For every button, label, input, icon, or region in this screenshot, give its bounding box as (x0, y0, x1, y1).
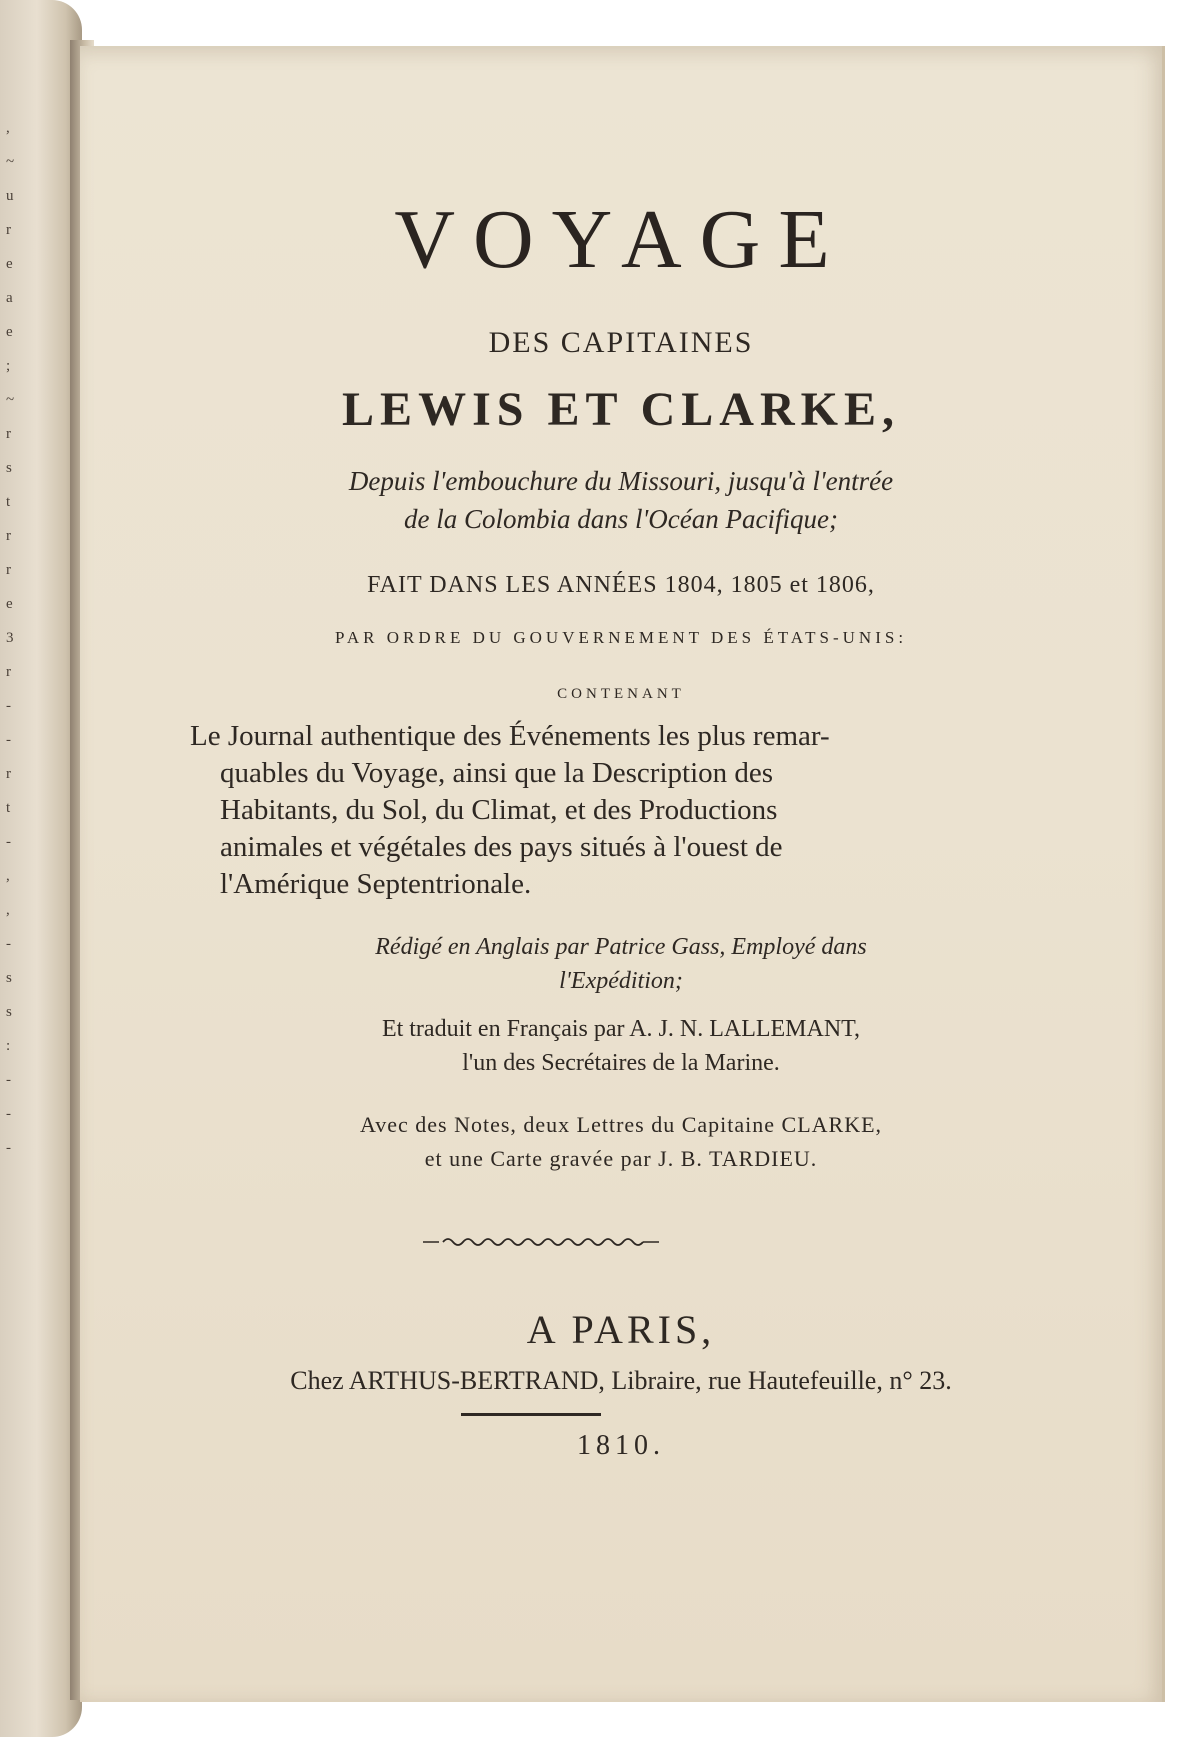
facing-page-mark: t (6, 800, 11, 816)
imprint-year: 1810. (577, 1430, 665, 1461)
title-page (80, 46, 1165, 1702)
facing-page-mark: r (6, 222, 11, 238)
page-title: VOYAGE (394, 193, 848, 286)
facing-page-mark: , (6, 120, 10, 136)
facing-page-mark: r (6, 664, 11, 680)
imprint-publisher: Chez ARTHUS-BERTRAND, Libraire, rue Hautefeuille, n° 23. (290, 1366, 952, 1395)
facing-page-mark: - (6, 1140, 11, 1156)
facing-page-mark: e (6, 596, 13, 612)
facing-page-mark: r (6, 528, 11, 544)
facing-page-mark: r (6, 766, 11, 782)
imprint-place: A PARIS, (526, 1307, 716, 1352)
author-line-1: Rédigé en Anglais par Patrice Gass, Employé dans (375, 934, 867, 960)
notes-line-2: et une Carte gravée par J. B. TARDIEU. (424, 1146, 818, 1171)
facing-page-mark: - (6, 936, 11, 952)
facing-page-mark: e (6, 256, 13, 272)
imprint-rule (461, 1413, 601, 1416)
facing-page-mark: 3 (6, 630, 14, 646)
subtitle-captains: DES CAPITAINES (488, 326, 754, 359)
notes-line-1: Avec des Notes, deux Lettres du Capitaine CLARKE, (359, 1112, 883, 1137)
facing-page-mark: , (6, 868, 10, 884)
description-line: quables du Voyage, ainsi que la Description des (220, 757, 774, 789)
author-line-2: l'Expédition; (559, 968, 683, 994)
facing-page-mark: : (6, 1038, 11, 1054)
description-line: Habitants, du Sol, du Climat, et des Productions (220, 794, 778, 826)
facing-page-mark: s (6, 1004, 12, 1020)
order-line: PAR ORDRE DU GOUVERNEMENT DES ÉTATS-UNIS: (334, 628, 908, 647)
facing-page-mark: - (6, 834, 11, 850)
subtitle-names: LEWIS ET CLARKE, (342, 383, 900, 436)
description-paragraph (190, 718, 980, 903)
facing-page-mark: ~ (6, 154, 15, 170)
description-line: animales et végétales des pays situés à l'ouest de (220, 831, 783, 863)
facing-page-mark: r (6, 426, 11, 442)
facing-page-mark: , (6, 902, 10, 918)
facing-page-mark: ; (6, 358, 11, 374)
facing-page-mark: - (6, 732, 11, 748)
translator-line-1: Et traduit en Français par A. J. N. LALLEMANT, (381, 1016, 861, 1042)
facing-page-mark: - (6, 1106, 11, 1122)
facing-page-mark: e (6, 324, 13, 340)
facing-page-mark: s (6, 970, 12, 986)
route-line-1: Depuis l'embouchure du Missouri, jusqu'à l'entrée (348, 466, 894, 496)
facing-page-marks (6, 120, 26, 1174)
contenant-heading: CONTENANT (557, 686, 685, 702)
facing-page-mark: - (6, 698, 11, 714)
route-line-2: de la Colombia dans l'Océan Pacifique; (404, 504, 838, 534)
title-page-content (80, 46, 1162, 1702)
facing-page-mark: a (6, 290, 13, 306)
years-line: FAIT DANS LES ANNÉES 1804, 1805 et 1806, (367, 572, 875, 598)
facing-page-mark: t (6, 494, 11, 510)
description-line: Le Journal authentique des Événements les plus remar- (190, 720, 830, 752)
ornament-divider-icon (421, 1234, 661, 1250)
facing-page-mark: u (6, 188, 14, 204)
facing-page-mark: s (6, 460, 12, 476)
facing-page-mark: r (6, 562, 11, 578)
description-line: l'Amérique Septentrionale. (220, 868, 532, 900)
facing-page-mark: - (6, 1072, 11, 1088)
translator-line-2: l'un des Secrétaires de la Marine. (462, 1050, 780, 1076)
facing-page-mark: ~ (6, 392, 15, 408)
